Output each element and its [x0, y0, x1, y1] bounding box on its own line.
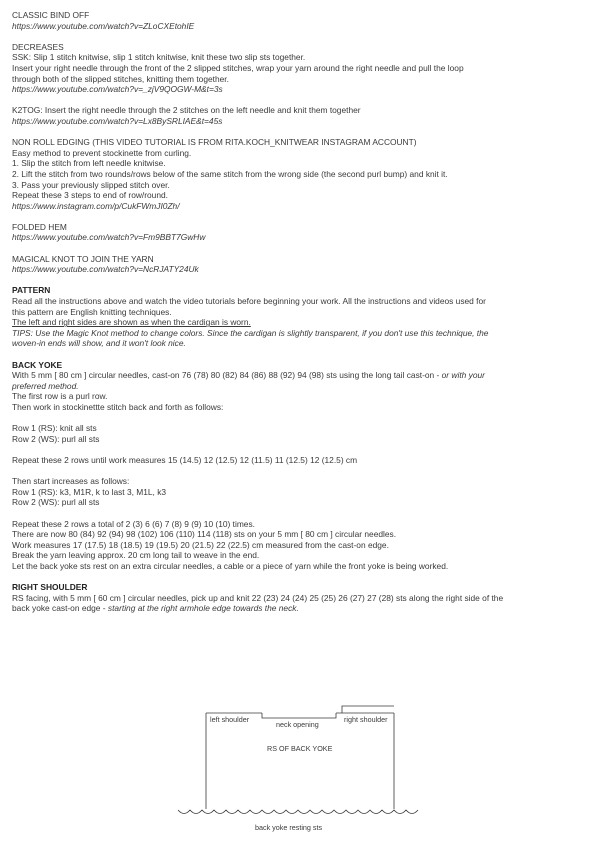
diagram-right-shoulder-label: right shoulder [344, 715, 388, 724]
cast-on-text: With 5 mm [ 80 cm ] circular needles, cast-on 76 (78) 80 (82) 84 (86) 88 (92) 94 (98) sts using the long tail cast-on - [12, 370, 442, 381]
non-roll-heading: NON ROLL EDGING (THIS VIDEO TUTORIAL IS FROM RITA.KOCH_KNITWEAR INSTAGRAM ACCOUNT) [12, 137, 417, 148]
cast-on-alt: or with your [441, 370, 485, 381]
diagram-left-shoulder-label: left shoulder [210, 715, 250, 724]
back-yoke-text: There are now 80 (84) 92 (94) 98 (102) 106 (110) 114 (118) sts on your 5 mm [ 80 cm ] circular needles. [12, 529, 397, 540]
back-yoke-row: Row 1 (RS): knit all sts [12, 423, 97, 434]
right-shoulder-text: RS facing, with 5 mm [ 60 cm ] circular needles, pick up and knit 22 (23) 24 (24) 25 (25) 26 (27) 27 (28) sts along the right side of the [12, 592, 504, 603]
non-roll-step: 3. Pass your previously slipped stitch over. [12, 179, 170, 190]
non-roll-step: 1. Slip the stitch from left needle knitwise. [12, 158, 166, 169]
pattern-sides-note: The left and right sides are shown as when the cardigan is worn. [12, 317, 251, 328]
bind-off-link[interactable]: https://www.youtube.com/watch?v=ZLoCXEtohIE [12, 20, 195, 31]
non-roll-step: 2. Lift the stitch from two rounds/rows below of the same stitch from the wrong side (the second purl bump) and knit it. [12, 168, 448, 179]
cast-on-alt: preferred method. [12, 380, 79, 391]
diagram-neck-bracket [262, 713, 336, 718]
ssk-text: through both of the slipped stitches, knitting them together. [12, 73, 229, 84]
pattern-tips: woven-in ends will show, and it won't look nice. [12, 338, 186, 349]
diagram-pickup-bracket [342, 706, 394, 713]
folded-hem-link[interactable]: https://www.youtube.com/watch?v=Fm9BBT7GwHw [12, 232, 206, 243]
ssk-text: SSK: Slip 1 stitch knitwise, slip 1 stitch knitwise, knit these two slip sts together. [12, 52, 306, 63]
ssk-link[interactable]: https://www.youtube.com/watch?v=_zjV9QOGW-M&t=3s [12, 84, 223, 95]
back-yoke-heading: BACK YOKE [12, 359, 63, 370]
pattern-text: Read all the instructions above and watch the video tutorials before beginning your work. All the instructions and videos used for [12, 296, 486, 307]
back-yoke-text: Repeat these 2 rows until work measures 15 (14.5) 12 (12.5) 12 (11.5) 11 (12.5) 12 (12.5) cm [12, 454, 358, 465]
back-yoke-text: Let the back yoke sts rest on an extra circular needles, a cable or a piece of yarn while the front yoke is being worked. [12, 560, 449, 571]
right-shoulder-text: back yoke cast-on edge - starting at the right armhole edge towards the neck. [12, 603, 299, 614]
non-roll-link[interactable]: https://www.instagram.com/p/CukFWmJI0Zh/ [12, 200, 180, 211]
k2tog-text: K2TOG: Insert the right needle through the 2 stitches on the left needle and knit them together [12, 105, 361, 116]
pattern-text: this pattern are English knitting techniques. [12, 306, 172, 317]
k2tog-link[interactable]: https://www.youtube.com/watch?v=Lx8BySRLIAE&t=45s [12, 115, 223, 126]
back-yoke-text: Then work in stockinettte stitch back and forth as follows: [12, 401, 224, 412]
back-yoke-diagram [0, 700, 600, 849]
back-yoke-text: Then start increases as follows: [12, 476, 130, 487]
bind-off-heading: CLASSIC BIND OFF [12, 10, 90, 20]
back-yoke-text: Repeat these 2 rows a total of 2 (3) 6 (6) 7 (8) 9 (9) 10 (10) times. [12, 518, 255, 529]
right-shoulder-heading: RIGHT SHOULDER [12, 582, 88, 593]
back-yoke-row: Row 1 (RS): k3, M1R, k to last 3, M1L, k3 [12, 486, 167, 497]
back-yoke-row: Row 2 (WS): purl all sts [12, 497, 100, 508]
non-roll-text: Easy method to prevent stockinette from curling. [12, 147, 192, 158]
ssk-text: Insert your right needle through the front of the 2 slipped stitches, wrap your yarn around the right needle and pull the loop [12, 62, 464, 73]
diagram-rs-back-yoke-label: RS OF BACK YOKE [267, 744, 333, 753]
pattern-heading: PATTERN [12, 285, 51, 296]
folded-hem-heading: FOLDED HEM [12, 221, 67, 232]
magic-knot-heading: MAGICAL KNOT TO JOIN THE YARN [12, 253, 154, 264]
back-yoke-text: Break the yarn leaving approx. 20 cm long tail to weave in the end. [12, 550, 260, 561]
back-yoke-cast-on [12, 370, 590, 381]
back-yoke-row: Row 2 (WS): purl all sts [12, 433, 100, 444]
back-yoke-text: Work measures 17 (17.5) 18 (18.5) 19 (19.5) 20 (21.5) 22 (22.5) cm measured from the cast-on edge. [12, 539, 389, 550]
pattern-content [12, 10, 590, 614]
diagram-wavy-edge [178, 810, 418, 814]
decreases-heading: DECREASES [12, 41, 64, 52]
diagram-resting-sts-label: back yoke resting sts [255, 823, 323, 832]
non-roll-text: Repeat these 3 steps to end of row/round. [12, 190, 168, 201]
back-yoke-text: The first row is a purl row. [12, 391, 108, 402]
pattern-tips: TIPS: Use the Magic Knot method to change colors. Since the cardigan is slightly transparent, if you don't use this technique, the [12, 327, 489, 338]
diagram-neck-opening-label: neck opening [276, 720, 319, 729]
magic-knot-link[interactable]: https://www.youtube.com/watch?v=NcRJATY24Uk [12, 264, 199, 275]
